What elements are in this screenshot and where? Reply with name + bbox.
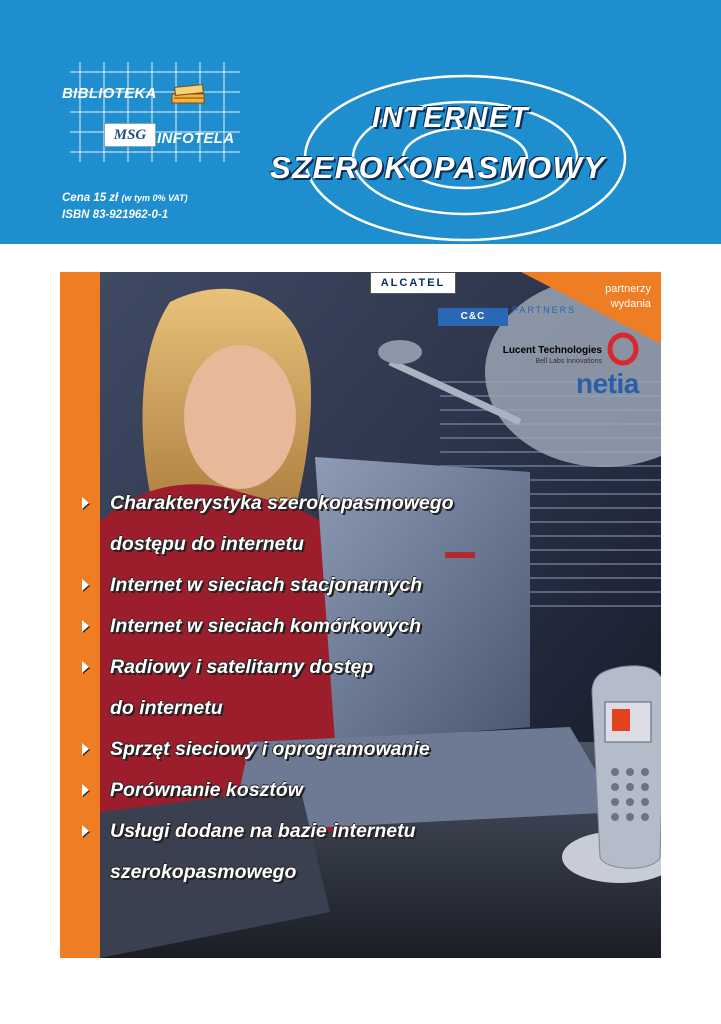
topic-item xyxy=(80,820,640,883)
price-block xyxy=(62,190,188,224)
cover-header xyxy=(0,0,721,244)
topic-line: Sprzęt sieciowy i oprogramowanie xyxy=(110,738,430,760)
topic-item xyxy=(80,779,640,801)
price-line xyxy=(62,190,188,207)
isbn-text: ISBN 83-921962-0-1 xyxy=(62,209,169,221)
topic-line: Usługi dodane na bazie internetu xyxy=(110,820,416,842)
partners-label-line-1: partnerzy xyxy=(605,283,651,295)
lucent-logo: Lucent Technologies xyxy=(502,345,602,356)
topic-line: do internetu xyxy=(110,697,223,719)
topic-item xyxy=(80,492,640,555)
title-line-1: INTERNET xyxy=(372,102,529,134)
topic-line: szerokopasmowego xyxy=(110,861,297,883)
topic-line: dostępu do internetu xyxy=(110,533,304,555)
bullet-arrow-icon xyxy=(82,620,89,632)
topic-line: Porównanie kosztów xyxy=(110,779,303,801)
lucent-ring-icon xyxy=(605,332,641,366)
bullet-arrow-icon xyxy=(82,784,89,796)
cc-partners-logo: C&C xyxy=(438,308,508,326)
partners-label-line-2: wydania xyxy=(610,298,651,310)
topic-line: Charakterystyka szerokopasmowego xyxy=(110,492,454,514)
title-line-2: SZEROKOPASMOWY xyxy=(270,150,606,185)
topic-list xyxy=(80,492,640,902)
msg-logo xyxy=(104,123,156,147)
bullet-arrow-icon xyxy=(82,743,89,755)
brand-line-1: BIBLIOTEKA xyxy=(62,85,157,102)
books-icon xyxy=(170,82,206,106)
price-text: Cena 15 zł xyxy=(62,192,119,204)
topic-line: Internet w sieciach stacjonarnych xyxy=(110,574,423,596)
alcatel-logo: ALCATEL xyxy=(370,272,456,294)
lucent-logo-subtitle: Bell Labs Innovations xyxy=(535,358,602,365)
cover-photo-panel xyxy=(60,272,661,958)
bullet-arrow-icon xyxy=(82,825,89,837)
topic-line: Internet w sieciach komórkowych xyxy=(110,615,422,637)
brand-grid-graphic xyxy=(70,62,240,162)
bullet-arrow-icon xyxy=(82,497,89,509)
msg-logo-text: MSG xyxy=(113,127,147,143)
topic-item xyxy=(80,615,640,637)
topic-line: Radiowy i satelitarny dostęp xyxy=(110,656,374,678)
bullet-arrow-icon xyxy=(82,661,89,673)
topic-item xyxy=(80,574,640,596)
vat-note: (w tym 0% VAT) xyxy=(121,193,188,203)
cc-partners-logo-text: PARTNERS xyxy=(512,305,577,315)
netia-logo: netia xyxy=(576,368,639,399)
bullet-arrow-icon xyxy=(82,579,89,591)
topic-item xyxy=(80,738,640,760)
topic-item xyxy=(80,656,640,719)
brand-line-2: INFOTELA xyxy=(157,130,235,147)
